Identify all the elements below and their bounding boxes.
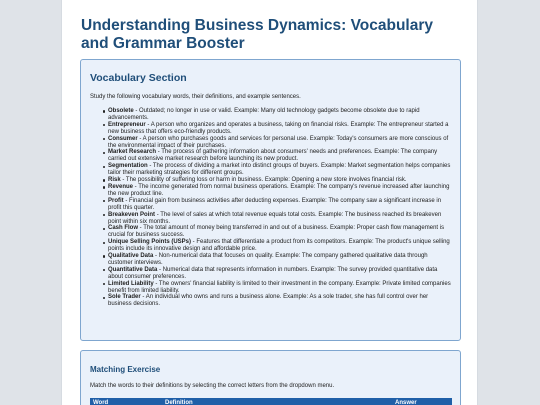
matching-table-header (90, 398, 452, 405)
column-header-definition: Definition (165, 399, 193, 405)
vocabulary-term: Unique Selling Points (USPs) (108, 239, 192, 246)
vocabulary-term: Quantitative Data (108, 266, 158, 273)
vocabulary-term: Segmentation (108, 163, 148, 170)
vocabulary-item (108, 108, 453, 122)
vocabulary-term: Entrepreneur (108, 121, 146, 128)
vocabulary-term: Obsolete (108, 108, 134, 114)
vocabulary-term: Market Research (108, 149, 157, 156)
vocabulary-item (108, 122, 453, 136)
vocabulary-definition: - The level of sales at which total revenue equals total costs. Example: The business reached its breakeven point within six months. (108, 211, 442, 225)
vocabulary-definition: - Numerical data that represents information in numbers. Example: The survey provided quantitative data about consumer preferences. (108, 266, 438, 280)
vocabulary-term: Qualitative Data (108, 253, 154, 260)
matching-intro: Match the words to their definitions by selecting the correct letters from the dropdown menu. (90, 383, 335, 389)
vocabulary-item (108, 294, 453, 308)
vocabulary-item (108, 184, 453, 198)
vocabulary-definition: - Non-numerical data that focuses on quality. Example: The company gathered qualitative data through customer interviews. (108, 253, 428, 266)
vocabulary-definition: - The process of gathering information about consumers' needs and preferences. Example: The company carried out extensive market research before launching its new product. (108, 149, 438, 163)
column-header-answer: Answer (395, 399, 417, 405)
vocabulary-item (108, 239, 453, 253)
vocabulary-item (108, 177, 453, 184)
vocabulary-item (108, 225, 453, 239)
vocabulary-item (108, 253, 453, 267)
vocabulary-definition: - An individual who owns and runs a business alone. Example: As a sole trader, she has full control over her business decisions. (108, 294, 429, 308)
vocabulary-definition: - Financial gain from business activities after deducting expenses. Example: The company saw a significant increase in profit this quarter. (108, 197, 442, 211)
vocabulary-definition: - The total amount of money being transferred in and out of a business. Example: Proper cash flow management is crucial for business success. (108, 225, 445, 239)
column-header-word: Word (93, 399, 109, 405)
vocabulary-term: Limited Liability (108, 280, 154, 287)
vocabulary-list (108, 108, 453, 308)
vocabulary-term: Profit (108, 197, 124, 204)
vocabulary-definition: - The income generated from normal business operations. Example: The company's revenue increased after launching the new product line. (108, 183, 450, 197)
vocabulary-item (108, 149, 453, 163)
page-title: Understanding Business Dynamics: Vocabulary and Grammar Booster (81, 17, 434, 52)
vocabulary-definition: - The possibility of suffering loss or harm in business. Example: Opening a new store involves financial risk. (120, 177, 407, 184)
vocabulary-term: Revenue (108, 183, 134, 190)
page-container (61, 0, 478, 405)
vocabulary-definition: - Features that differentiate a product from its competitors. Example: The product's unique selling points include its innovative design and affordable price. (108, 239, 450, 253)
matching-section (80, 350, 461, 405)
vocabulary-term: Risk (108, 177, 121, 184)
vocabulary-term: Sole Trader (108, 294, 141, 301)
vocabulary-definition: - The owners' financial liability is limited to their investment in the company. Example: Private limited companies benefit from limited liability. (108, 280, 451, 294)
vocabulary-definition: - The process of dividing a market into distinct groups of buyers. Example: Market segmentation helps companies tailor their marketing strategies for different groups. (108, 163, 451, 177)
vocabulary-item (108, 198, 453, 212)
vocabulary-definition: - Outdated; no longer in use or valid. Example: Many old technology gadgets become obsolete due to rapid advancements. (108, 108, 420, 121)
vocabulary-item (108, 163, 453, 177)
vocabulary-item (108, 136, 453, 150)
vocabulary-heading: Vocabulary Section (90, 72, 187, 84)
vocabulary-definition: - A person who purchases goods and services for personal use. Example: Today's consumers are more conscious of the environmental impact of their purchases. (108, 135, 449, 149)
vocabulary-item (108, 281, 453, 295)
vocabulary-item (108, 267, 453, 281)
vocabulary-term: Consumer (108, 135, 138, 142)
vocabulary-section (80, 59, 461, 341)
vocabulary-term: Cash Flow (108, 225, 139, 232)
matching-heading: Matching Exercise (90, 365, 161, 374)
vocabulary-term: Breakeven Point (108, 211, 156, 218)
vocabulary-intro: Study the following vocabulary words, their definitions, and example sentences. (90, 94, 301, 100)
vocabulary-item (108, 212, 453, 226)
vocabulary-definition: - A person who organizes and operates a business, taking on financial risks. Example: The entrepreneur started a new business that offers eco-friendly products. (108, 121, 449, 135)
